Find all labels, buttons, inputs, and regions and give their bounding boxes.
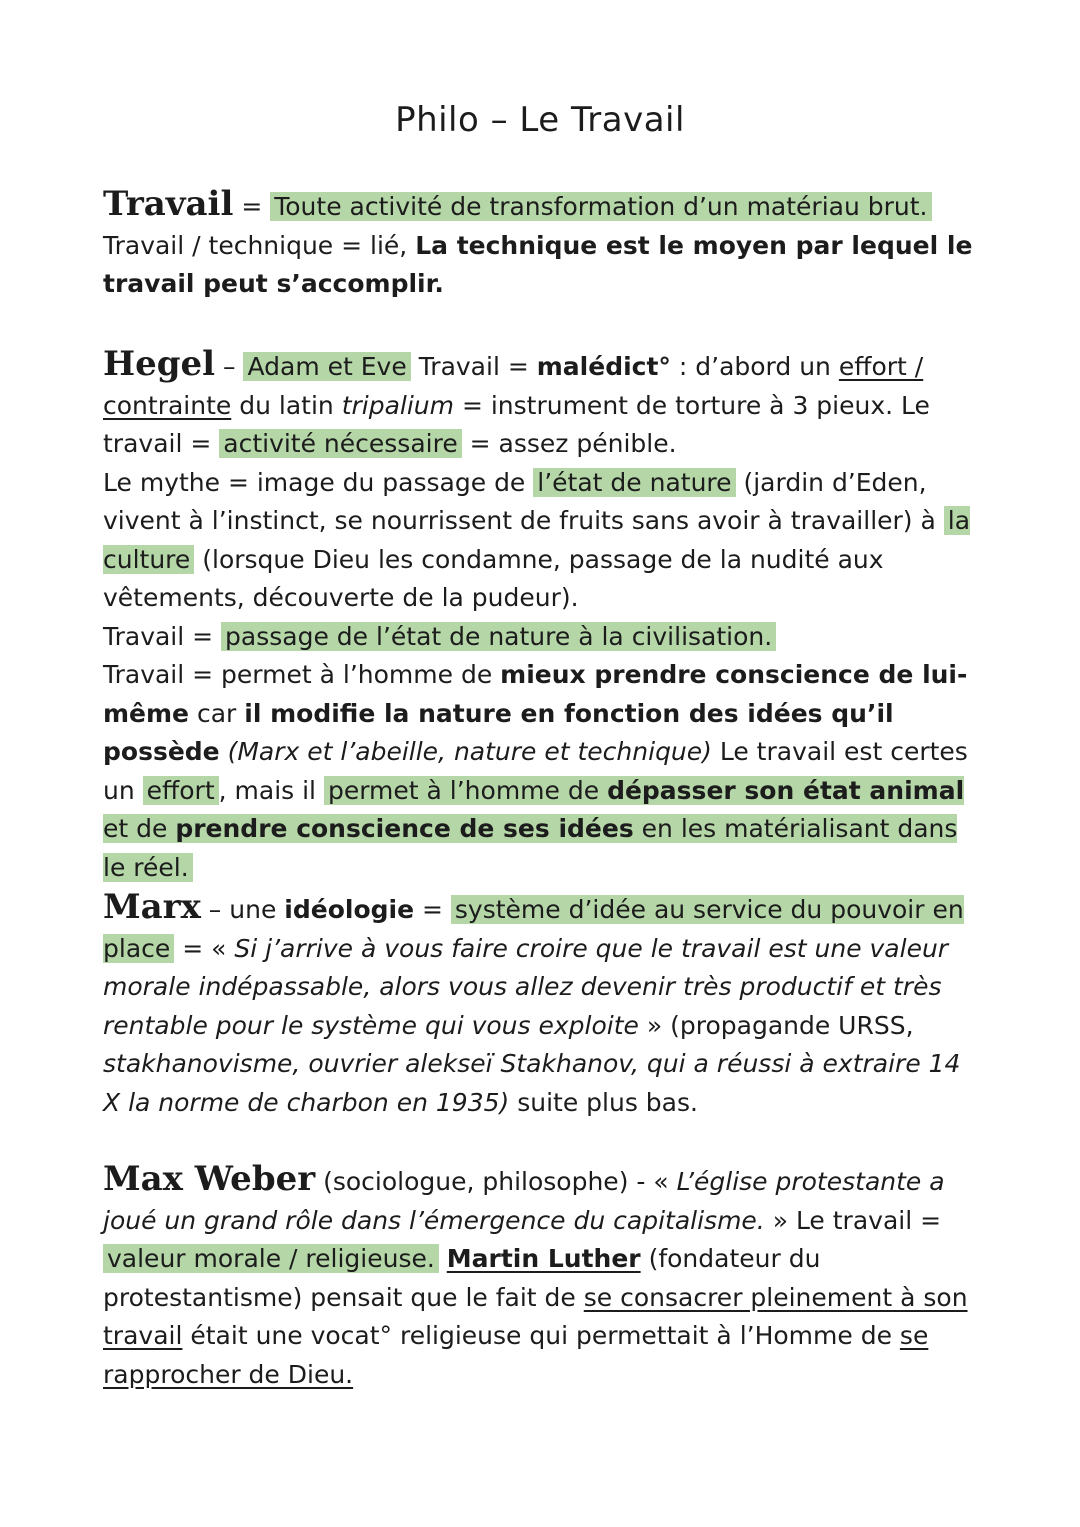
highlight: système d’idée au service du pouvoir en place	[103, 895, 964, 963]
italic-text: stakhanovisme, ouvrier alekseï Stakhanov, qui a réussi à extraire 14 X la norme de charbon en 1935)	[103, 1049, 961, 1117]
underlined-text: effort / contrainte	[103, 352, 924, 420]
text: (fondateur du protestantisme) pensait que le fait de	[103, 1244, 821, 1312]
text: (jardin d’Eden, vivent à l’instinct, se nourrissent de fruits sans avoir à travailler) à	[103, 467, 944, 535]
term-travail: Travail	[103, 184, 234, 224]
highlight: Adam et Eve	[243, 352, 410, 381]
text: Le mythe = image du passage de	[103, 467, 534, 497]
text: : d’abord un	[670, 352, 839, 381]
text: Travail =	[103, 621, 222, 651]
italic-text: Si j’arrive à vous faire croire que le travail est une valeur morale indépassable, alors vous allez devenir très productif et très rentable pour le système qui vous exploite	[103, 933, 949, 1040]
bold-text: idéologie	[284, 895, 415, 924]
bold-text: La technique est le moyen par lequel le travail peut s’accomplir.	[103, 230, 973, 298]
text: suite plus bas.	[509, 1087, 698, 1117]
section-weber	[103, 1160, 983, 1394]
bold-text: malédict°	[536, 352, 671, 381]
text	[439, 1244, 447, 1273]
bold-text: dépasser son état animal	[607, 775, 965, 805]
text: (lorsque Dieu les condamne, passage de la nudité aux vêtements, découverte de la pudeur).	[103, 544, 884, 612]
italic-text: L’église protestante a joué un grand rôle dans l’émergence du capitalisme.	[103, 1167, 945, 1235]
bold-text: il modifie la nature en fonction des idées qu’il possède	[103, 698, 894, 766]
text: =	[414, 895, 451, 924]
highlight: Toute activité de transformation d’un matériau brut.	[270, 192, 931, 221]
section-travail	[103, 185, 983, 304]
highlight: activité nécessaire	[219, 429, 461, 458]
text: , mais il	[218, 775, 324, 805]
text: » Le travail =	[764, 1205, 942, 1235]
highlight: la culture	[103, 506, 971, 574]
text: = «	[174, 933, 235, 963]
text: Le travail est certes un	[103, 737, 968, 805]
bold-text: prendre conscience de ses idées	[175, 814, 634, 843]
italic-text: (Marx et l’abeille, nature et technique)	[219, 737, 712, 766]
text: Travail =	[410, 352, 537, 381]
bold-underlined-text: Martin Luther	[446, 1244, 641, 1273]
underlined-text: se rapprocher de Dieu.	[103, 1321, 929, 1389]
underlined-text: se consacrer pleinement à son travail	[103, 1282, 968, 1350]
text: – une	[200, 895, 285, 924]
term-marx: Marx	[103, 887, 201, 927]
highlight: valeur morale / religieuse.	[103, 1244, 439, 1273]
text: Travail = permet à l’homme de	[103, 660, 501, 689]
text: en les matérialisant dans le réel.	[103, 814, 958, 882]
text: = instrument de torture à 3 pieux. Le travail =	[103, 390, 930, 458]
italic-text: tripalium	[341, 390, 454, 420]
bold-text: mieux prendre conscience de lui-même	[103, 660, 968, 728]
highlight: l’état de nature	[533, 468, 735, 497]
text: =	[233, 192, 271, 221]
highlight: passage de l’état de nature à la civilisation.	[221, 622, 776, 651]
highlight: effort	[143, 776, 219, 805]
text: permet à l’homme de	[327, 775, 608, 805]
text: car	[189, 698, 245, 728]
text: était une vocat° religieuse qui permettait à l’Homme de	[182, 1321, 900, 1350]
section-hegel	[103, 345, 983, 887]
section-marx	[103, 888, 983, 1122]
text: Travail / technique = lié,	[103, 230, 416, 260]
term-hegel: Hegel	[103, 344, 216, 384]
text: = assez pénible.	[461, 429, 677, 458]
text: (sociologue, philosophe) - «	[315, 1167, 677, 1196]
text: et de	[103, 814, 176, 843]
term-weber: Max Weber	[103, 1159, 316, 1199]
text: » (propagande URSS,	[638, 1010, 914, 1040]
text: du latin	[231, 390, 342, 420]
page-title: Philo – Le Travail	[395, 100, 685, 140]
text: –	[215, 352, 244, 381]
